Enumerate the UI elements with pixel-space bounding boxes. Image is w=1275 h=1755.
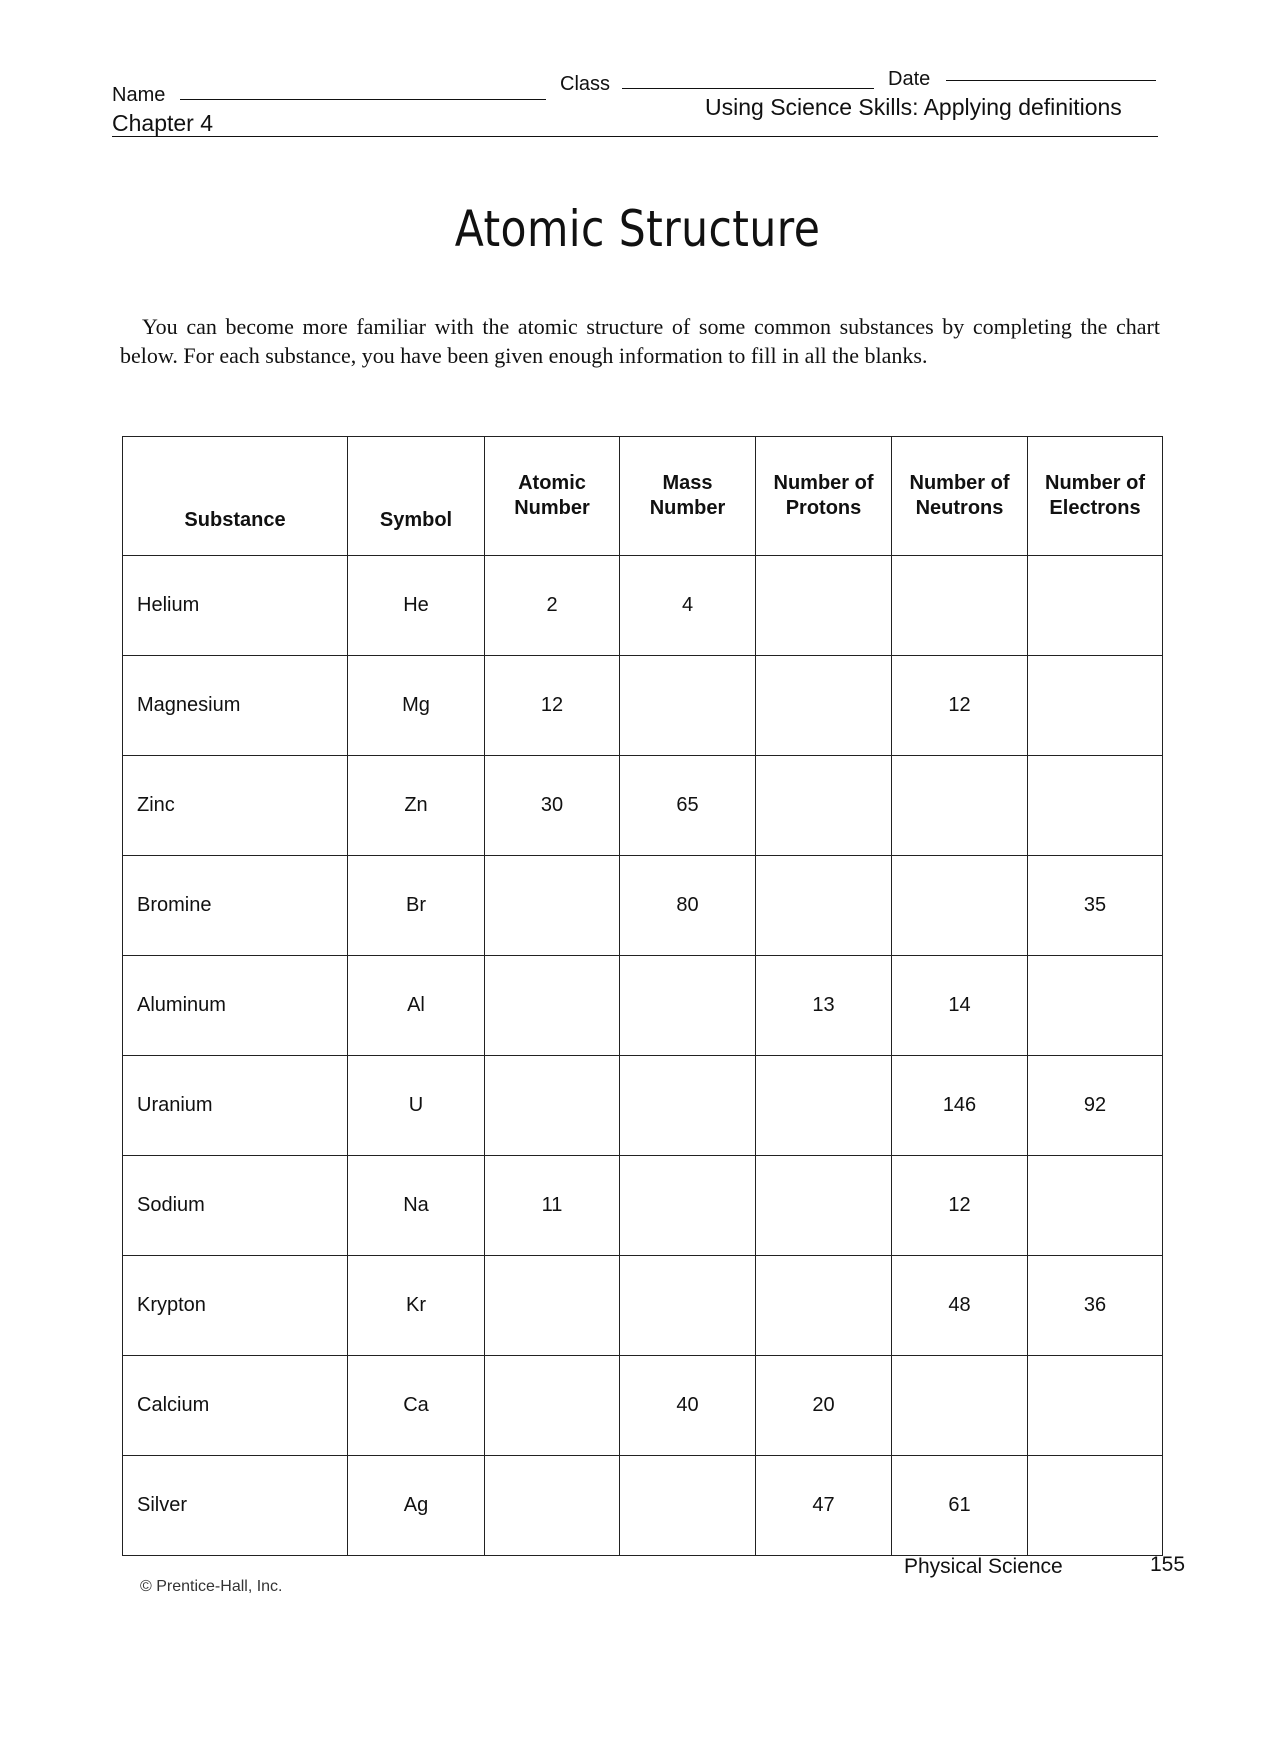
page-number: 155 bbox=[1150, 1553, 1186, 1576]
atomic-number-cell[interactable] bbox=[485, 856, 620, 956]
mass-number-cell[interactable] bbox=[620, 1156, 756, 1256]
neutrons-cell[interactable]: 12 bbox=[892, 1156, 1028, 1256]
atomic-number-cell[interactable]: 11 bbox=[485, 1156, 620, 1256]
column-header: Number of Neutrons bbox=[892, 437, 1028, 556]
column-header: Mass Number bbox=[620, 437, 756, 556]
chapter-label: Chapter 4 bbox=[112, 110, 214, 136]
name-field[interactable] bbox=[180, 99, 546, 100]
book-title: Physical Science bbox=[904, 1555, 1063, 1578]
mass-number-cell[interactable] bbox=[620, 1256, 756, 1356]
table-row bbox=[123, 1456, 1163, 1556]
class-field[interactable] bbox=[622, 88, 874, 89]
section-subtitle: Using Science Skills: Applying definitions bbox=[705, 94, 1122, 120]
neutrons-cell[interactable]: 146 bbox=[892, 1056, 1028, 1156]
protons-cell[interactable] bbox=[756, 756, 892, 856]
column-header: Number of Protons bbox=[756, 437, 892, 556]
symbol-cell: Ag bbox=[348, 1456, 485, 1556]
electrons-cell[interactable] bbox=[1028, 556, 1163, 656]
protons-cell[interactable]: 47 bbox=[756, 1456, 892, 1556]
copyright-notice: © Prentice-Hall, Inc. bbox=[140, 1578, 283, 1595]
electrons-cell[interactable] bbox=[1028, 956, 1163, 1056]
substance-cell: Aluminum bbox=[123, 956, 348, 1056]
mass-number-cell[interactable] bbox=[620, 1056, 756, 1156]
class-label: Class bbox=[560, 73, 611, 95]
symbol-cell: U bbox=[348, 1056, 485, 1156]
neutrons-cell[interactable]: 61 bbox=[892, 1456, 1028, 1556]
mass-number-cell[interactable]: 80 bbox=[620, 856, 756, 956]
column-header: Atomic Number bbox=[485, 437, 620, 556]
substance-cell: Helium bbox=[123, 556, 348, 656]
neutrons-cell[interactable]: 12 bbox=[892, 656, 1028, 756]
electrons-cell[interactable] bbox=[1028, 1356, 1163, 1456]
symbol-cell: Na bbox=[348, 1156, 485, 1256]
page-title: Atomic Structure bbox=[454, 200, 821, 258]
symbol-cell: Al bbox=[348, 956, 485, 1056]
neutrons-cell[interactable] bbox=[892, 556, 1028, 656]
column-header: Symbol bbox=[348, 437, 485, 556]
neutrons-cell[interactable]: 48 bbox=[892, 1256, 1028, 1356]
table-row bbox=[123, 1256, 1163, 1356]
symbol-cell: He bbox=[348, 556, 485, 656]
electrons-cell[interactable] bbox=[1028, 1456, 1163, 1556]
table-row bbox=[123, 1356, 1163, 1456]
symbol-cell: Ca bbox=[348, 1356, 485, 1456]
date-field[interactable] bbox=[946, 80, 1156, 81]
table-row bbox=[123, 656, 1163, 756]
substance-cell: Uranium bbox=[123, 1056, 348, 1156]
atomic-number-cell[interactable] bbox=[485, 956, 620, 1056]
protons-cell[interactable] bbox=[756, 656, 892, 756]
table-row bbox=[123, 1156, 1163, 1256]
substance-cell: Calcium bbox=[123, 1356, 348, 1456]
protons-cell[interactable] bbox=[756, 556, 892, 656]
substance-cell: Bromine bbox=[123, 856, 348, 956]
name-label: Name bbox=[112, 84, 166, 106]
substance-cell: Magnesium bbox=[123, 656, 348, 756]
neutrons-cell[interactable] bbox=[892, 1356, 1028, 1456]
date-label: Date bbox=[888, 68, 931, 90]
electrons-cell[interactable] bbox=[1028, 756, 1163, 856]
substance-cell: Sodium bbox=[123, 1156, 348, 1256]
table-row bbox=[123, 856, 1163, 956]
neutrons-cell[interactable]: 14 bbox=[892, 956, 1028, 1056]
atomic-number-cell[interactable]: 2 bbox=[485, 556, 620, 656]
symbol-cell: Mg bbox=[348, 656, 485, 756]
substance-cell: Silver bbox=[123, 1456, 348, 1556]
mass-number-cell[interactable]: 4 bbox=[620, 556, 756, 656]
atomic-number-cell[interactable] bbox=[485, 1056, 620, 1156]
protons-cell[interactable] bbox=[756, 856, 892, 956]
atomic-structure-table bbox=[122, 436, 1163, 1556]
mass-number-cell[interactable]: 40 bbox=[620, 1356, 756, 1456]
symbol-cell: Br bbox=[348, 856, 485, 956]
substance-cell: Krypton bbox=[123, 1256, 348, 1356]
atomic-number-cell[interactable]: 30 bbox=[485, 756, 620, 856]
mass-number-cell[interactable]: 65 bbox=[620, 756, 756, 856]
atomic-number-cell[interactable] bbox=[485, 1256, 620, 1356]
symbol-cell: Zn bbox=[348, 756, 485, 856]
table-row bbox=[123, 756, 1163, 856]
electrons-cell[interactable]: 36 bbox=[1028, 1256, 1163, 1356]
mass-number-cell[interactable] bbox=[620, 956, 756, 1056]
protons-cell[interactable] bbox=[756, 1056, 892, 1156]
table-row bbox=[123, 1056, 1163, 1156]
protons-cell[interactable]: 13 bbox=[756, 956, 892, 1056]
intro-paragraph: You can become more familiar with the atomic structure of some common substances by completing the chart below. For each substance, you have been given enough information to fill in all the blanks. bbox=[120, 314, 1160, 368]
atomic-number-cell[interactable]: 12 bbox=[485, 656, 620, 756]
atomic-number-cell[interactable] bbox=[485, 1356, 620, 1456]
header-divider bbox=[112, 136, 1158, 137]
electrons-cell[interactable]: 92 bbox=[1028, 1056, 1163, 1156]
mass-number-cell[interactable] bbox=[620, 1456, 756, 1556]
protons-cell[interactable]: 20 bbox=[756, 1356, 892, 1456]
column-header: Number of Electrons bbox=[1028, 437, 1163, 556]
protons-cell[interactable] bbox=[756, 1256, 892, 1356]
column-header: Substance bbox=[123, 437, 348, 556]
substance-cell: Zinc bbox=[123, 756, 348, 856]
neutrons-cell[interactable] bbox=[892, 856, 1028, 956]
symbol-cell: Kr bbox=[348, 1256, 485, 1356]
neutrons-cell[interactable] bbox=[892, 756, 1028, 856]
table-header-row bbox=[123, 437, 1163, 556]
mass-number-cell[interactable] bbox=[620, 656, 756, 756]
atomic-number-cell[interactable] bbox=[485, 1456, 620, 1556]
electrons-cell[interactable] bbox=[1028, 656, 1163, 756]
protons-cell[interactable] bbox=[756, 1156, 892, 1256]
table-row bbox=[123, 956, 1163, 1056]
electrons-cell[interactable] bbox=[1028, 1156, 1163, 1256]
electrons-cell[interactable]: 35 bbox=[1028, 856, 1163, 956]
table-row bbox=[123, 556, 1163, 656]
